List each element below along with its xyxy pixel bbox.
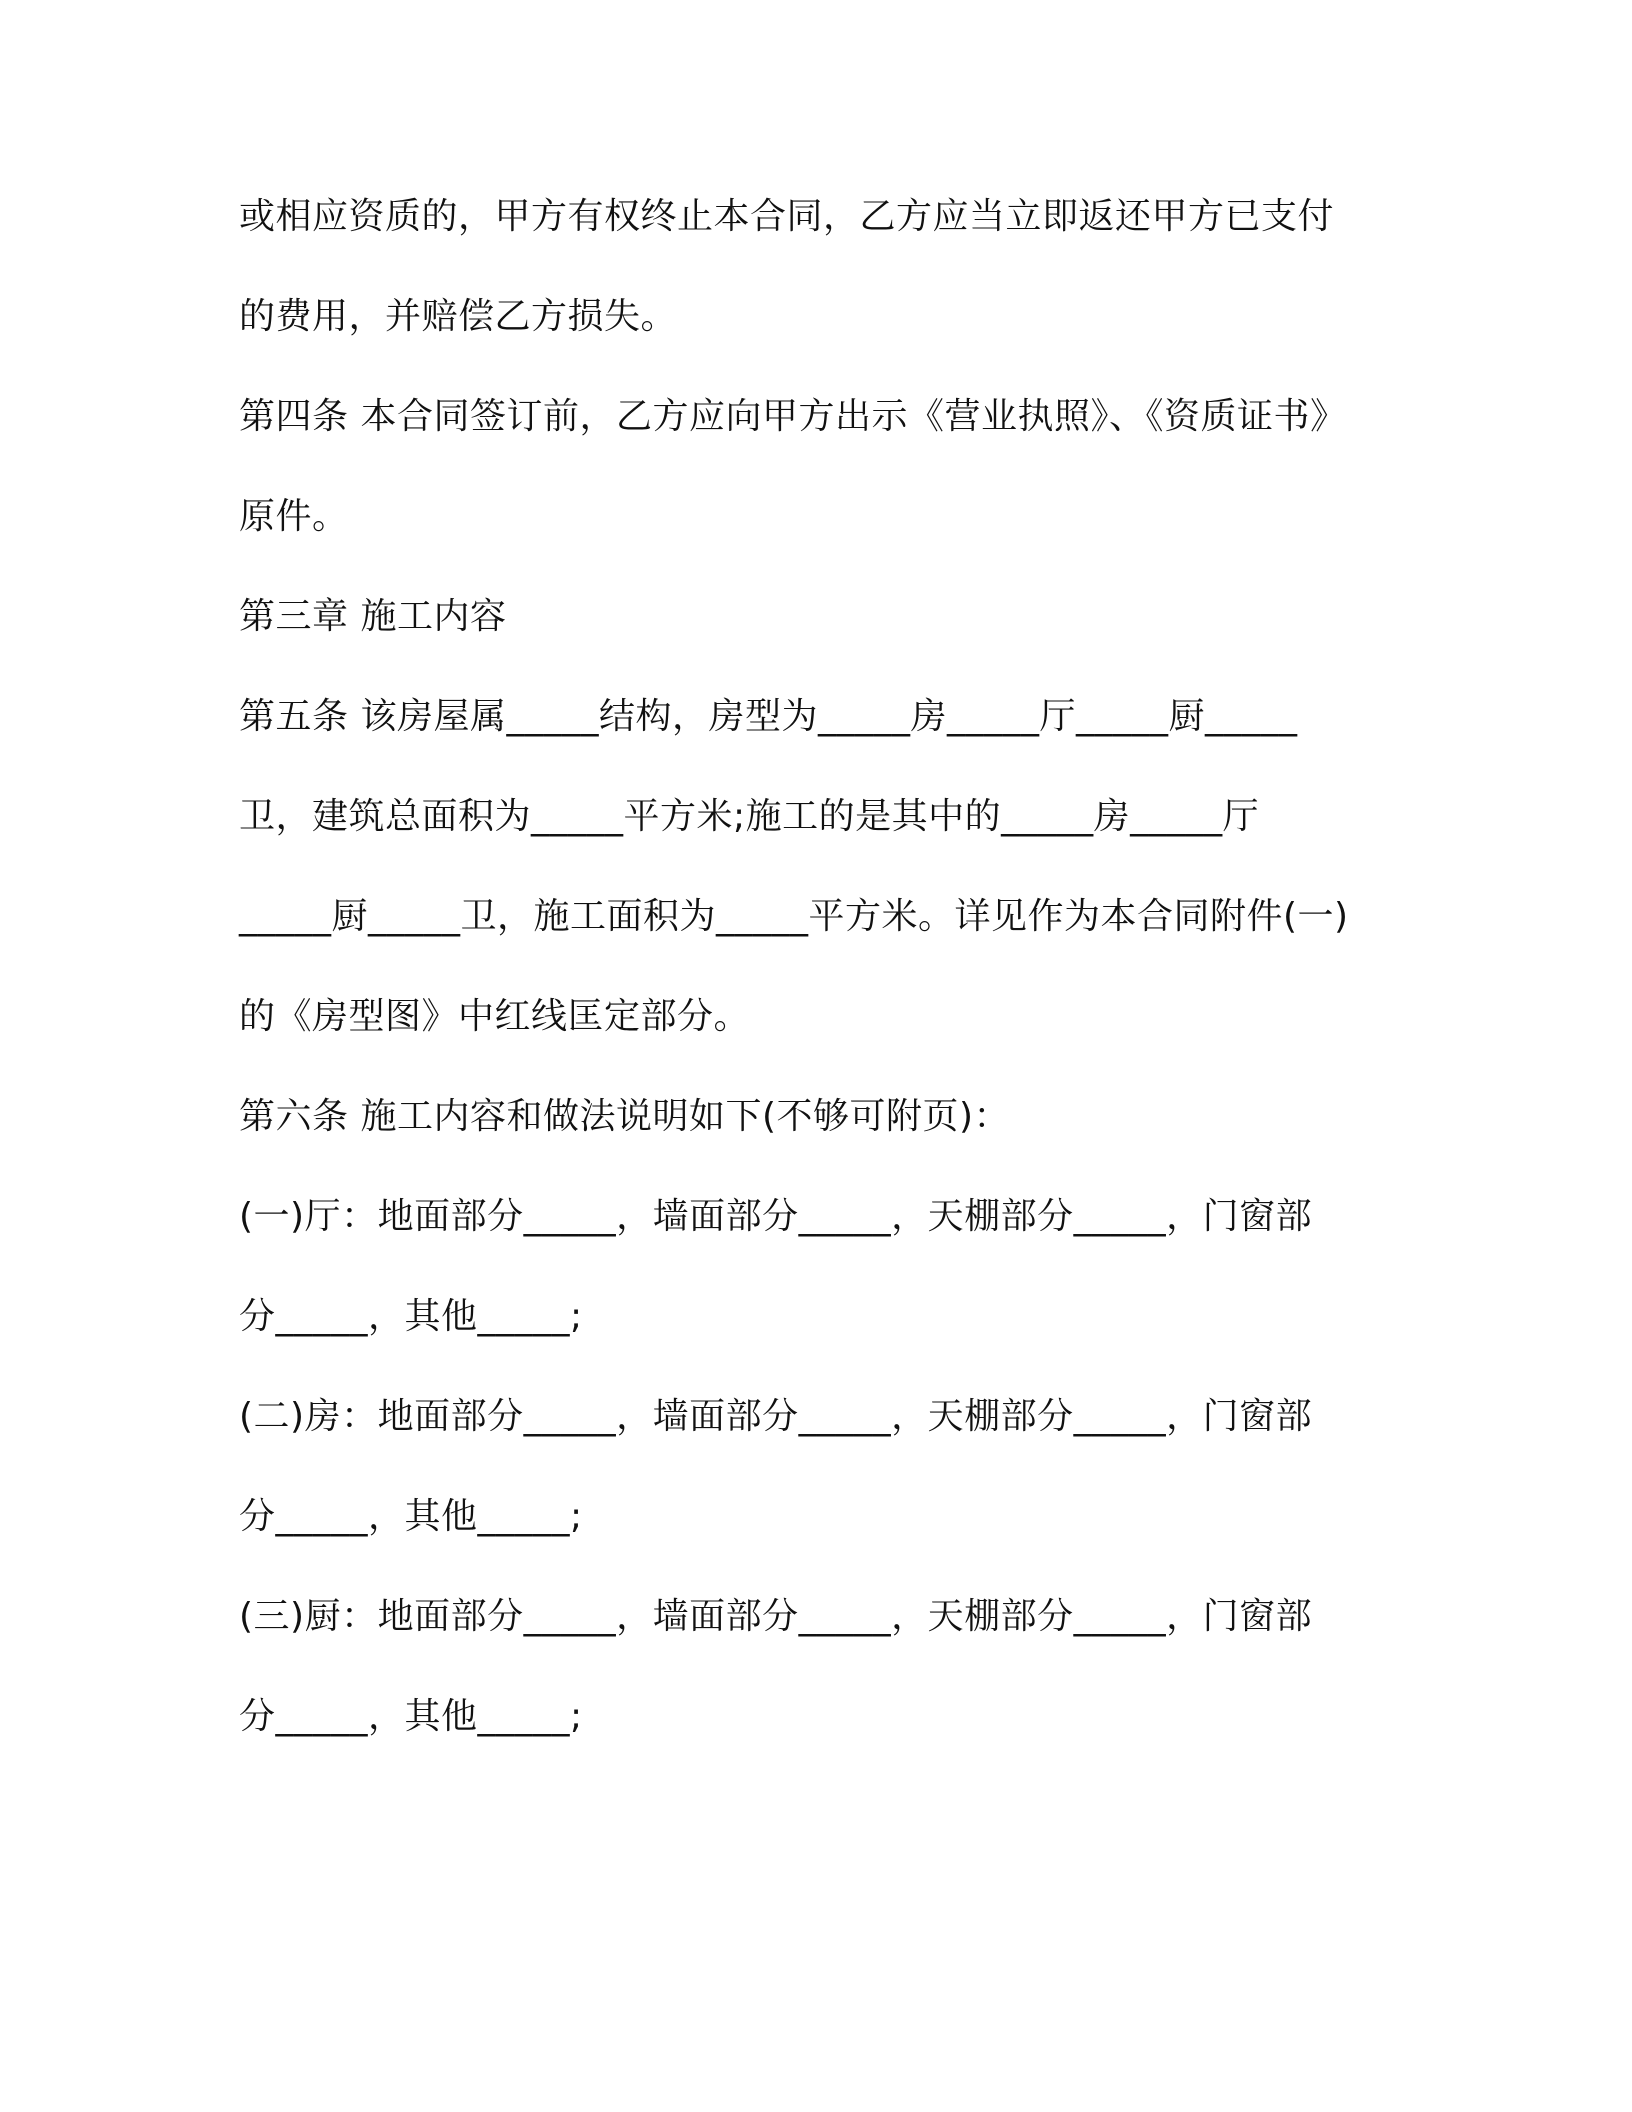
article-5-heading-line: 第五条 该房屋属_____结构，房型为_____房_____厅_____厨_____ <box>239 696 1298 737</box>
article-6-heading-line: 第六条 施工内容和做法说明如下(不够可附页)： <box>239 1096 1011 1137</box>
item-hall-line-2: 分_____，其他_____; <box>239 1296 583 1337</box>
item-kitchen-line-2: 分_____，其他_____; <box>239 1696 583 1737</box>
chapter-3-heading: 第三章 施工内容 <box>239 596 507 637</box>
text-line-original-documents: 原件。 <box>239 496 349 537</box>
article-4-heading-line: 第四条 本合同签订前，乙方应向甲方出示《营业执照》、《资质证书》 <box>239 396 1347 437</box>
item-room-line-1: (二)房：地面部分_____，墙面部分_____，天棚部分_____，门窗部 <box>239 1396 1313 1437</box>
text-line-qualification-termination: 或相应资质的，甲方有权终止本合同，乙方应当立即返还甲方已支付 <box>239 196 1335 237</box>
text-line-floor-plan-reference: 的《房型图》中红线匡定部分。 <box>239 996 751 1037</box>
text-line-building-area: 卫，建筑总面积为_____平方米;施工的是其中的_____房_____厅 <box>239 796 1260 837</box>
item-kitchen-line-1: (三)厨：地面部分_____，墙面部分_____，天棚部分_____，门窗部 <box>239 1596 1313 1637</box>
item-room-line-2: 分_____，其他_____; <box>239 1496 583 1537</box>
item-hall-line-1: (一)厅：地面部分_____，墙面部分_____，天棚部分_____，门窗部 <box>239 1196 1313 1237</box>
text-line-construction-area: _____厨_____卫，施工面积为_____平方米。详见作为本合同附件(一) <box>239 896 1349 937</box>
text-line-refund-compensation: 的费用，并赔偿乙方损失。 <box>239 296 678 337</box>
